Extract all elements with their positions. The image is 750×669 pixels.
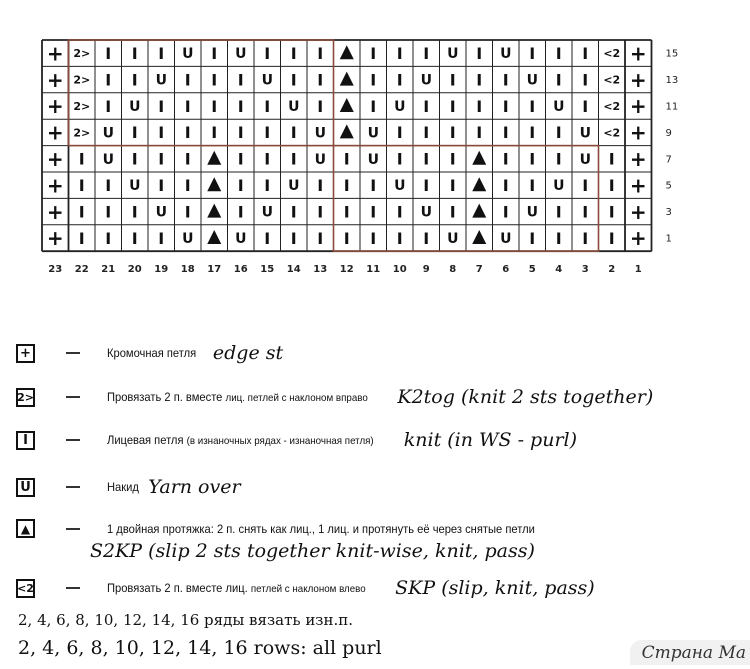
chart-cell: I [237, 175, 244, 195]
watermark: Страна Ма [630, 640, 750, 665]
chart-cell: I [290, 70, 297, 90]
chart-cell: + [629, 67, 647, 92]
chart-cell: U [579, 151, 591, 168]
chart-cell: I [184, 123, 191, 143]
chart-cell: I [555, 123, 562, 143]
chart-cell: U [182, 46, 194, 63]
chart-cell: I [555, 149, 562, 169]
chart-cell: U [314, 125, 326, 142]
chart-cell: I [608, 175, 615, 195]
row-number-label: 9 [665, 127, 672, 139]
chart-cell: I [211, 70, 218, 90]
chart-cell: U [235, 46, 247, 63]
chart-cell: I [449, 123, 456, 143]
chart-cell: U [447, 231, 459, 248]
skp-icon: <2 [16, 579, 35, 598]
chart-cell: + [46, 41, 64, 66]
chart-cell: U [553, 178, 565, 195]
chart-cell: I [370, 175, 377, 195]
chart-cell: I [423, 175, 430, 195]
chart-cell: I [131, 70, 138, 90]
chart-cell: + [46, 147, 64, 171]
column-number-label: 4 [555, 264, 563, 276]
chart-cell: I [396, 123, 403, 143]
chart-cell: I [449, 202, 456, 222]
chart-cell: I [608, 149, 615, 169]
legend-en-text: knit (in WS - purl) [403, 429, 578, 451]
chart-cell: I [211, 123, 218, 143]
chart-cell: I [105, 228, 112, 248]
chart-cell: I [423, 96, 430, 116]
column-number-label: 22 [74, 264, 89, 276]
chart-cell: I [476, 123, 483, 143]
chart-cell: I [158, 123, 165, 143]
chart-cell: I [582, 228, 589, 248]
chart-cell: 2> [73, 99, 91, 113]
chart-cell: I [264, 149, 271, 169]
chart-cell: I [290, 149, 297, 169]
chart-cell: I [184, 70, 191, 90]
chart-cell: U [526, 204, 538, 221]
legend-dash [66, 528, 80, 530]
chart-cell: I [608, 228, 615, 248]
chart-cell: I [343, 228, 350, 248]
chart-cell: I [237, 149, 244, 169]
chart-cell: I [476, 43, 483, 63]
chart-cell: I [158, 96, 165, 116]
chart-cell: I [582, 96, 589, 116]
chart-cell: U [102, 125, 114, 142]
column-number-label: 11 [366, 264, 381, 276]
chart-cell: 2> [73, 47, 91, 61]
column-number-label: 18 [180, 264, 195, 276]
chart-cell: I [608, 202, 615, 222]
chart-cell: I [343, 149, 350, 169]
chart-cell: I [529, 43, 536, 63]
legend-dash [66, 396, 80, 398]
note-en: 2, 4, 6, 8, 10, 12, 14, 16 rows: all purl [18, 637, 382, 659]
row-number-label: 11 [665, 101, 679, 113]
chart-cell: I [131, 149, 138, 169]
k2tog-icon: 2> [16, 388, 35, 407]
chart-cell: I [290, 202, 297, 222]
chart-cell: 2> [73, 126, 91, 140]
chart-cell: I [105, 70, 112, 90]
note-ru: 2, 4, 6, 8, 10, 12, 14, 16 ряды вязать изн.п. [18, 611, 354, 629]
chart-cell: I [184, 149, 191, 169]
legend-ru-text: Провязать 2 п. вместе лиц. петлей с наклоном влево [107, 581, 366, 595]
legend-ru-text: Провязать 2 п. вместе лиц. петлей с наклоном вправо [107, 390, 368, 404]
chart-cell: I [529, 175, 536, 195]
chart-cell: + [46, 173, 64, 198]
column-number-label: 19 [154, 264, 169, 276]
chart-cell: I [582, 70, 589, 90]
chart-cell: I [582, 175, 589, 195]
chart-cell: I [290, 228, 297, 248]
legend-ru-text: Накид [107, 480, 139, 494]
chart-cell: I [158, 149, 165, 169]
chart-cell: I [78, 149, 85, 169]
chart-cell: I [264, 175, 271, 195]
chart-cell: + [629, 226, 647, 251]
chart-cell: + [629, 41, 647, 66]
chart-cell: + [46, 120, 64, 145]
chart-cell: I [78, 228, 85, 248]
column-number-label: 16 [233, 264, 248, 276]
yarn-over-icon: U [16, 478, 35, 497]
legend-ru-text: Лицевая петля (в изнаночных рядах - изнаночная петля) [107, 433, 374, 447]
chart-cell: U [579, 125, 591, 142]
column-number-label: 7 [475, 264, 483, 276]
chart-cell: I [529, 228, 536, 248]
chart-cell: I [211, 96, 218, 116]
legend-yarn-over [16, 476, 241, 498]
chart-cell: I [396, 70, 403, 90]
column-number-label: 9 [422, 264, 430, 276]
chart-cell: I [158, 43, 165, 63]
row-number-label: 7 [665, 154, 672, 166]
column-number-label: 6 [502, 264, 510, 276]
chart-cell: <2 [603, 99, 621, 113]
chart-cell: I [105, 175, 112, 195]
chart-cell: + [46, 226, 64, 251]
chart-cell: I [502, 96, 509, 116]
column-number-label: 8 [449, 264, 457, 276]
chart-cell: I [264, 123, 271, 143]
chart-cell: I [105, 43, 112, 63]
chart-cell: I [78, 202, 85, 222]
row-number-label: 3 [665, 207, 672, 219]
column-number-label: 5 [528, 264, 536, 276]
chart-cell: I [237, 96, 244, 116]
chart-cell: I [502, 149, 509, 169]
chart-cell: I [529, 123, 536, 143]
chart-cell: I [502, 175, 509, 195]
chart-cell: U [367, 125, 379, 142]
chart-cell: I [423, 123, 430, 143]
chart-cell: + [629, 120, 647, 145]
chart-cell: I [317, 228, 324, 248]
column-number-label: 12 [339, 264, 354, 276]
s2kp-icon: ▲ [16, 519, 35, 538]
chart-cell: I [370, 96, 377, 116]
chart-cell: U [420, 204, 432, 221]
row-number-label: 5 [665, 180, 672, 192]
chart-cell: I [131, 43, 138, 63]
chart-cell: U [553, 99, 565, 116]
chart-cell: I [317, 43, 324, 63]
chart-cell: U [394, 99, 406, 116]
column-number-label: 21 [101, 264, 116, 276]
column-number-label: 23 [48, 264, 63, 276]
chart-cell: U [261, 204, 273, 221]
legend-ru-text: Кромочная петля [107, 346, 197, 360]
chart-cell: U [447, 46, 459, 63]
chart-cell: I [449, 70, 456, 90]
legend-s2kp [16, 519, 567, 538]
chart-cell: U [367, 151, 379, 168]
chart-cell: I [370, 202, 377, 222]
chart-cell: I [237, 123, 244, 143]
chart-cell: U [235, 231, 247, 248]
chart-cell: I [370, 43, 377, 63]
legend-en-text: Yarn over [148, 476, 241, 498]
chart-cell: U [261, 72, 273, 89]
knit-icon: I [16, 431, 35, 450]
legend-ru-text: 1 двойная протяжка: 2 п. снять как лиц., 1 лиц. и протянуть её через снятые петли [107, 521, 535, 536]
chart-cell: I [211, 43, 218, 63]
chart-cell: I [582, 43, 589, 63]
chart-cell: U [314, 151, 326, 168]
chart-cell: + [46, 199, 64, 224]
chart-cell: I [396, 228, 403, 248]
chart-cell: U [500, 231, 512, 248]
column-number-label: 17 [207, 264, 222, 276]
chart-cell: U [500, 46, 512, 63]
chart-cell: I [449, 96, 456, 116]
chart-cell: I [396, 202, 403, 222]
column-number-label: 10 [392, 264, 407, 276]
chart-cell: I [105, 96, 112, 116]
legend-s2kp-en [90, 540, 535, 562]
chart-cell: I [582, 202, 589, 222]
chart-cell: I [555, 202, 562, 222]
chart-cell: I [555, 228, 562, 248]
chart-cell: U [420, 72, 432, 89]
chart-cell: <2 [603, 47, 621, 61]
chart-cell: I [264, 228, 271, 248]
chart-cell: I [529, 96, 536, 116]
legend-dash [66, 439, 80, 441]
legend-edge-stitch [16, 342, 283, 364]
chart-cell: I [396, 149, 403, 169]
column-number-label: 3 [581, 264, 589, 276]
chart-cell: + [629, 199, 647, 224]
chart-cell: I [370, 70, 377, 90]
legend-dash [66, 587, 80, 589]
legend-dash [66, 352, 80, 354]
chart-cell: I [343, 202, 350, 222]
chart-cell: I [423, 43, 430, 63]
chart-cell: I [317, 202, 324, 222]
chart-cell: + [629, 94, 647, 119]
chart-cell: I [317, 175, 324, 195]
column-number-label: 13 [313, 264, 328, 276]
legend-dash [66, 486, 80, 488]
chart-cell: U [182, 231, 194, 248]
edge-stitch-icon: + [16, 344, 35, 363]
row-number-label: 13 [665, 75, 679, 87]
row-number-label: 15 [665, 48, 679, 60]
chart-cell: U [129, 99, 141, 116]
chart-cell: U [526, 72, 538, 89]
chart-cell: I [370, 228, 377, 248]
chart-cell: I [317, 70, 324, 90]
chart-cell: + [46, 67, 64, 92]
chart-cell: I [396, 43, 403, 63]
legend-en-text: SKP (slip, knit, pass) [395, 577, 595, 599]
chart-cell: I [476, 70, 483, 90]
chart-cell: I [78, 175, 85, 195]
chart-cell: U [129, 178, 141, 195]
chart-cell: I [158, 228, 165, 248]
column-number-label: 2 [608, 264, 616, 276]
column-number-label: 20 [127, 264, 142, 276]
chart-cell: I [317, 96, 324, 116]
chart-cell: I [237, 202, 244, 222]
chart-cell: I [529, 149, 536, 169]
legend-en-text: K2tog (knit 2 sts together) [397, 386, 654, 408]
chart-cell: I [184, 202, 191, 222]
chart-cell: I [423, 149, 430, 169]
chart-cell: I [184, 96, 191, 116]
chart-cell: I [555, 70, 562, 90]
chart-cell: U [288, 178, 300, 195]
chart-cell: <2 [603, 73, 621, 87]
chart-cell: + [629, 173, 647, 198]
chart-cell: I [105, 202, 112, 222]
chart-cell: I [502, 123, 509, 143]
chart-cell: I [502, 70, 509, 90]
column-number-label: 15 [260, 264, 275, 276]
chart-cell: U [288, 99, 300, 116]
chart-cell: I [449, 175, 456, 195]
chart-cell: U [394, 178, 406, 195]
chart-cell: + [629, 147, 647, 171]
chart-cell: I [131, 202, 138, 222]
chart-cell: I [131, 123, 138, 143]
chart-cell: I [476, 96, 483, 116]
chart-cell: I [449, 149, 456, 169]
chart-cell: I [423, 228, 430, 248]
column-number-label: 1 [634, 264, 642, 276]
chart-cell: U [155, 204, 167, 221]
chart-cell: 2> [73, 73, 91, 87]
chart-cell: I [264, 43, 271, 63]
chart-cell: I [131, 228, 138, 248]
chart-cell: I [343, 175, 350, 195]
chart-cell: I [184, 175, 191, 195]
chart-cell: U [155, 72, 167, 89]
chart-cell: + [46, 94, 64, 119]
legend-knit [16, 429, 577, 451]
chart-cell: I [502, 202, 509, 222]
row-number-label: 1 [665, 233, 672, 245]
chart-cell: U [102, 151, 114, 168]
chart-cell: I [264, 96, 271, 116]
knitting-chart [0, 0, 750, 300]
legend-en-text: edge st [212, 342, 284, 364]
chart-cell: <2 [603, 126, 621, 140]
legend-k2tog [16, 386, 653, 408]
chart-cell: I [290, 43, 297, 63]
chart-cell: I [158, 175, 165, 195]
chart-cell: I [237, 70, 244, 90]
chart-cell: I [555, 43, 562, 63]
chart-cell: I [290, 123, 297, 143]
column-number-label: 14 [286, 264, 301, 276]
legend-en-text: S2KP (slip 2 sts together knit-wise, knit, pass) [90, 540, 535, 562]
legend-skp [16, 577, 595, 599]
